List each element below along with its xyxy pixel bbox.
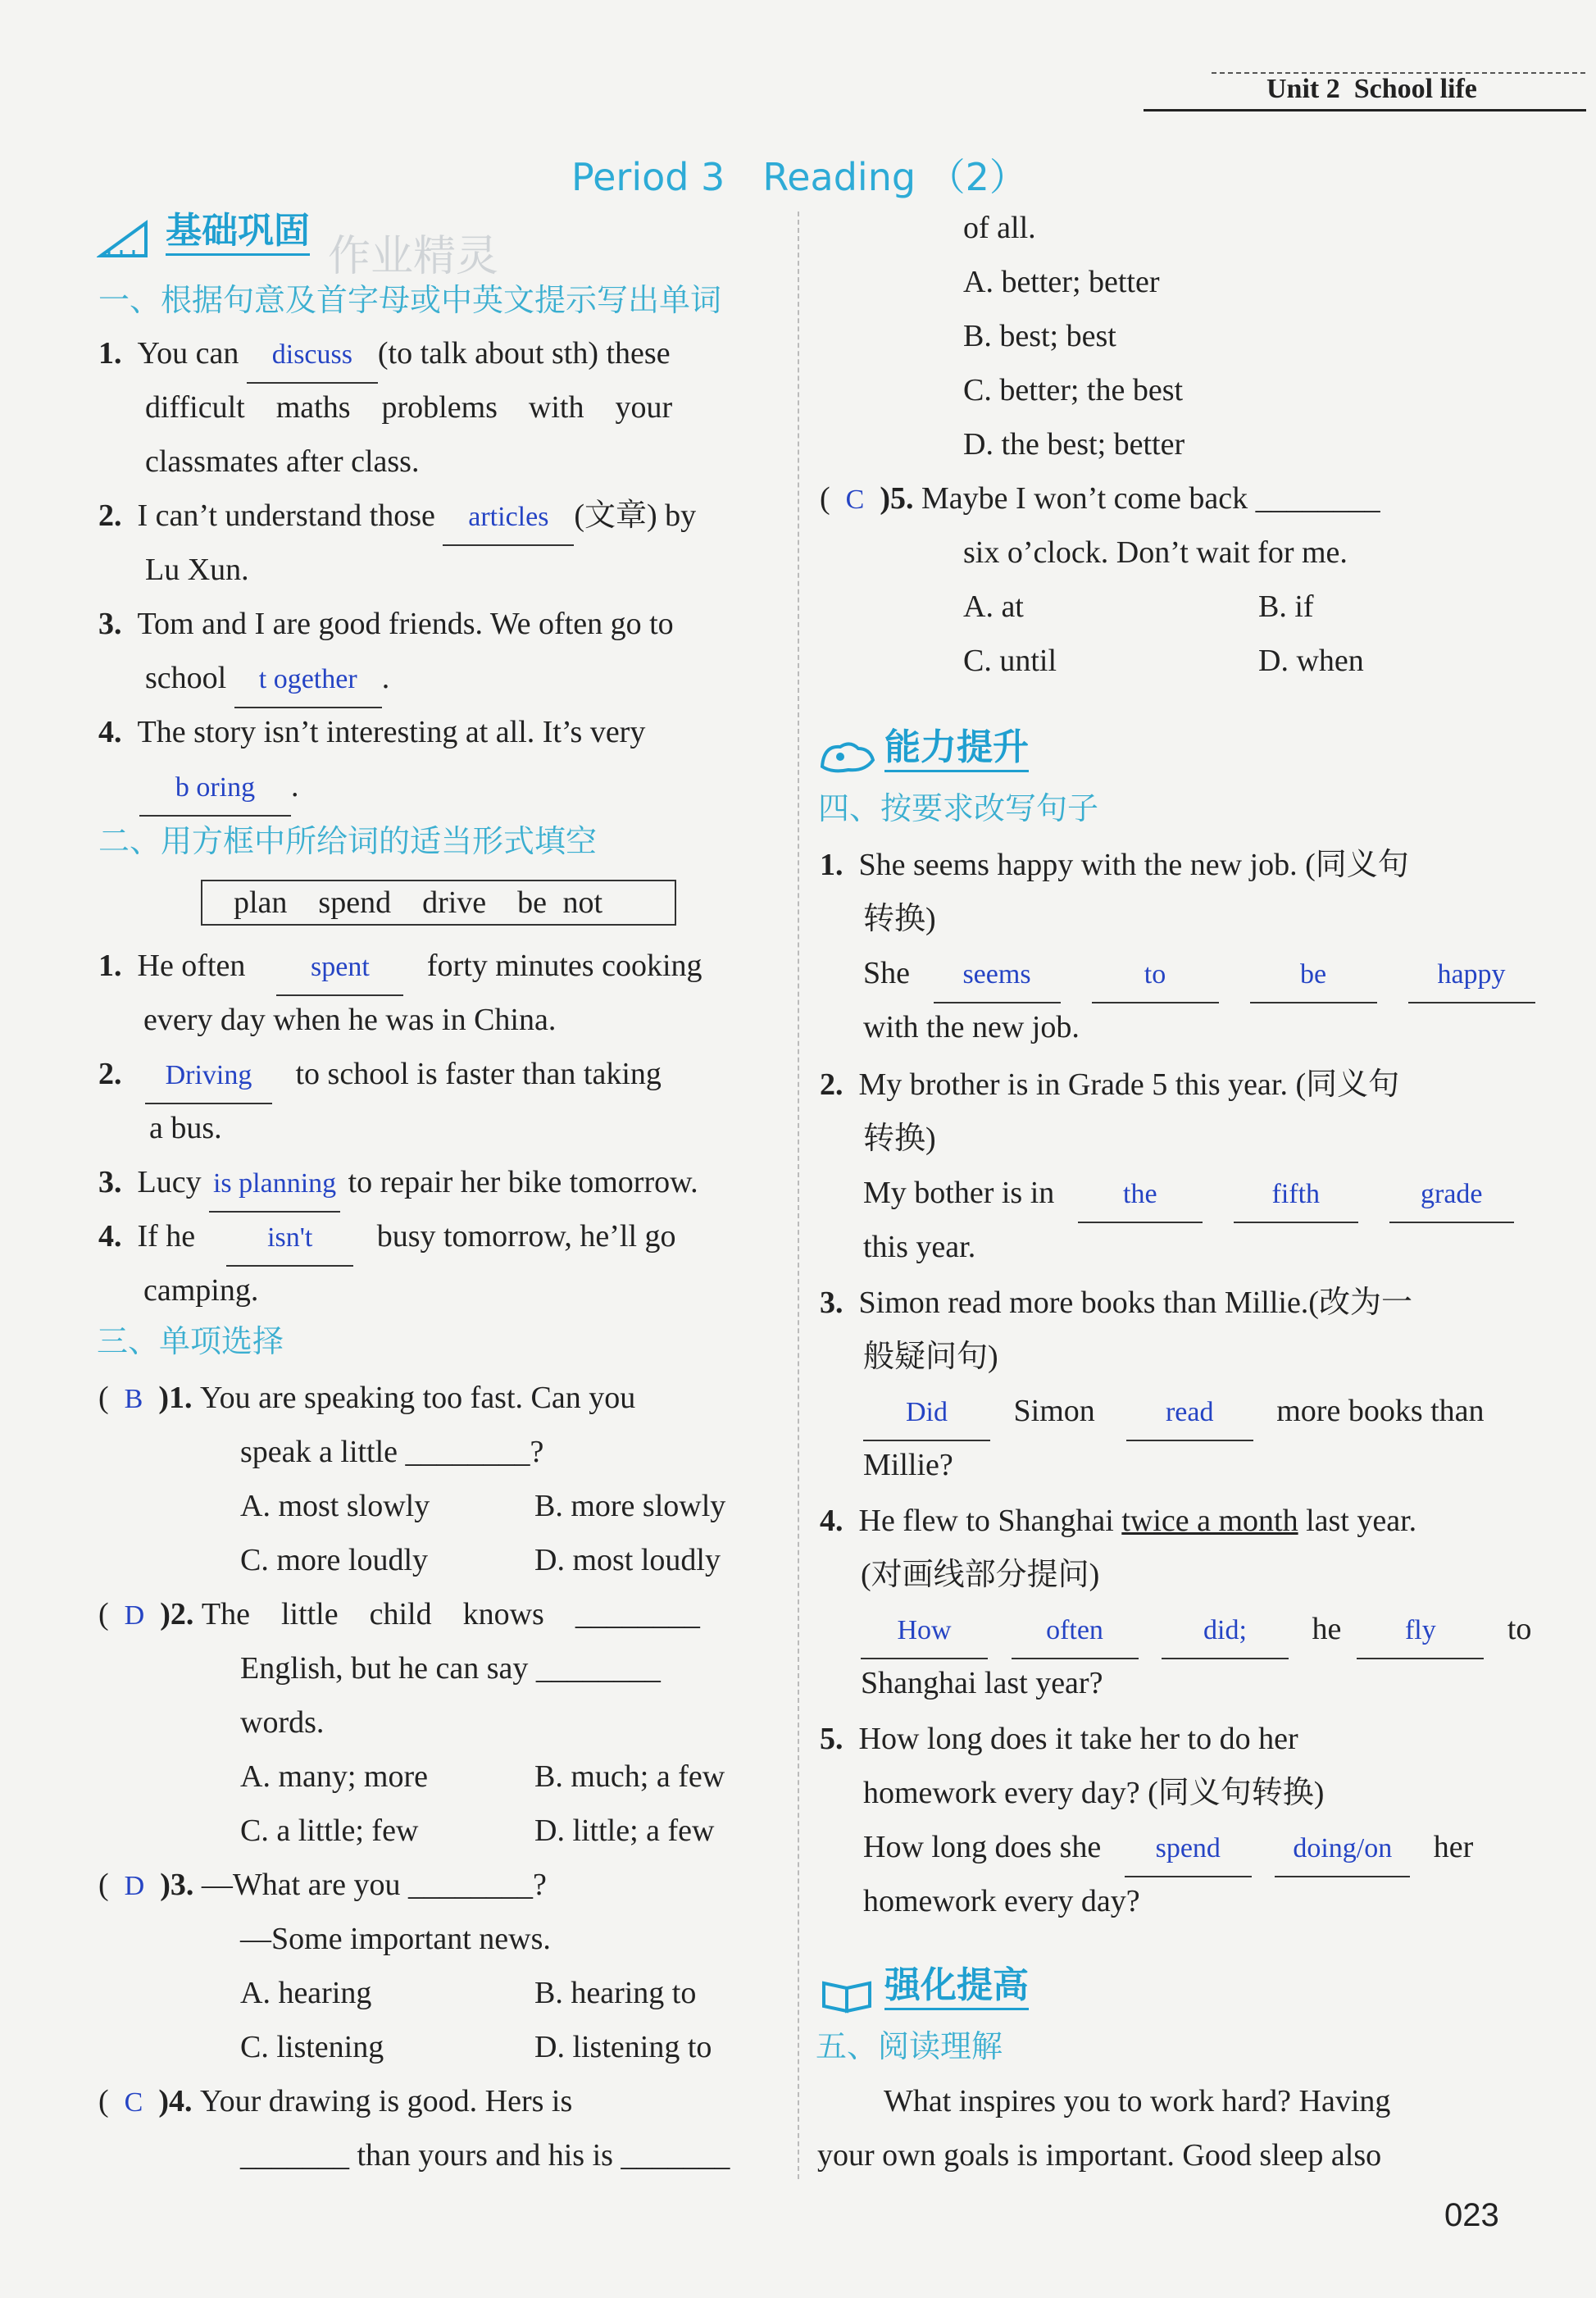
p3-q2-line3: words. xyxy=(240,1705,325,1740)
option: C. a little; few xyxy=(240,1813,419,1848)
p3-q4-line2: _______ than yours and his is _______ xyxy=(240,2138,730,2173)
period-title: Period 3 Reading （2） xyxy=(571,155,1027,199)
answer: often xyxy=(1046,1615,1103,1645)
p1-q3-line2: school t ogether . xyxy=(145,651,389,708)
option: D. listening to xyxy=(534,2030,712,2064)
p3-q3-stem: ( D )3. —What are you ________? xyxy=(98,1868,547,1902)
banner-basic-label: 基础巩固 xyxy=(166,210,310,256)
option: B. much; a few xyxy=(534,1759,725,1794)
option: A. many; more xyxy=(240,1759,429,1794)
option: D. little; a few xyxy=(534,1813,715,1848)
answer: D xyxy=(124,1871,145,1901)
answer: How xyxy=(897,1615,952,1645)
p3-q2-line2: English, but he can say ________ xyxy=(240,1651,661,1686)
option: B. more slowly xyxy=(534,1489,726,1523)
p2-q1-line1: 1. He often spent forty minutes cooking xyxy=(98,939,703,996)
p3-q1-stem: ( B )1. You are speaking too fast. Can you xyxy=(98,1381,636,1415)
answer: spend xyxy=(1155,1833,1221,1863)
p4-q3-answer-line: Did Simon read more books than xyxy=(863,1384,1485,1441)
word-box: plan spend drive be not xyxy=(201,880,676,926)
p2-q2-line1: 2. Driving to school is faster than taking xyxy=(98,1047,662,1104)
answer: read xyxy=(1165,1397,1214,1427)
option: D. when xyxy=(1258,644,1364,678)
answer: to xyxy=(1144,959,1166,990)
p4-q4-answer-line: How often did; he fly to xyxy=(861,1602,1531,1659)
answer: discuss xyxy=(271,339,352,370)
p4-q3-line2: 般疑问句) xyxy=(863,1340,998,1374)
p4-q1-answer-line: She seems to be happy xyxy=(863,946,1535,1003)
p3-q3-line2: —Some important news. xyxy=(240,1922,551,1956)
p2-q2-line2: a bus. xyxy=(149,1111,222,1145)
answer: happy xyxy=(1437,959,1506,990)
option: C. more loudly xyxy=(240,1543,429,1577)
p4-q5-line2: homework every day? (同义句转换) xyxy=(863,1776,1325,1810)
banner-ability xyxy=(816,717,1029,776)
option: B. if xyxy=(1258,589,1314,624)
answer: Driving xyxy=(165,1060,252,1090)
option: C. until xyxy=(963,644,1057,678)
muscle-arm-icon xyxy=(816,735,881,776)
underlined-phrase: twice a month xyxy=(1121,1504,1298,1538)
p4-q2-line4: this year. xyxy=(863,1230,976,1264)
answer: t ogether xyxy=(258,664,357,694)
section-4-title: 四、按要求改写句子 xyxy=(818,790,1099,826)
p4-q5-line4: homework every day? xyxy=(863,1884,1140,1918)
header-unit: Unit 2 xyxy=(1266,74,1340,104)
answer: seems xyxy=(962,959,1031,990)
p1-q4-line1: 4. The story isn’t interesting at all. It’s very xyxy=(98,715,646,749)
banner-basic xyxy=(97,201,310,260)
option: D. the best; better xyxy=(963,427,1185,462)
option: C. better; the best xyxy=(963,373,1184,407)
option: A. most slowly xyxy=(240,1489,430,1523)
answer: fly xyxy=(1404,1615,1436,1645)
p4-q2-answer-line: My bother is in the fifth grade xyxy=(863,1166,1514,1223)
option: B. hearing to xyxy=(534,1976,697,2010)
p4-q3-line4: Millie? xyxy=(863,1448,953,1482)
p2-q3-line1: 3. Lucy is planning to repair her bike tomorrow. xyxy=(98,1155,698,1213)
running-header xyxy=(1266,74,1477,105)
p3-q1-line2: speak a little ________? xyxy=(240,1435,544,1469)
p4-q4-line1: 4. He flew to Shanghai twice a month last year. xyxy=(820,1504,1417,1538)
reading-line1: What inspires you to work hard? Having xyxy=(884,2084,1391,2118)
option: A. hearing xyxy=(240,1976,372,2010)
p4-q5-line1: 5. How long does it take her to do her xyxy=(820,1722,1298,1756)
answer: did; xyxy=(1203,1615,1247,1645)
p4-q4-line2: (对画线部分提问) xyxy=(861,1558,1100,1592)
p2-q4-line2: camping. xyxy=(143,1273,259,1308)
banner-advanced-label: 强化提高 xyxy=(884,1964,1029,2010)
answer: doing/on xyxy=(1293,1833,1393,1863)
p1-q1-line1: 1. You can discuss (to talk about sth) these xyxy=(98,326,671,384)
open-book-icon xyxy=(816,1973,881,2014)
answer: spent xyxy=(311,952,370,982)
p3-q2-stem: ( D )2. The little child knows ________ xyxy=(98,1597,700,1631)
header-topic: School life xyxy=(1353,74,1477,104)
answer: Did xyxy=(906,1397,948,1427)
answer: b oring xyxy=(175,772,256,803)
banner-ability-label: 能力提升 xyxy=(884,726,1029,772)
p4-q1-line1: 1. She seems happy with the new job. (同义句 xyxy=(820,848,1409,882)
answer: B xyxy=(124,1384,143,1414)
option: C. listening xyxy=(240,2030,384,2064)
header-rule xyxy=(1144,109,1586,111)
section-2-title: 二、用方框中所给词的适当形式填空 xyxy=(98,823,598,859)
p1-q2-line1: 2. I can’t understand those articles (文章) by xyxy=(98,489,696,546)
p2-q1-line2: every day when he was in China. xyxy=(143,1003,557,1037)
option: A. better; better xyxy=(963,265,1160,299)
p1-q2-line2: Lu Xun. xyxy=(145,553,249,587)
p1-q1-line2: difficult maths problems with your xyxy=(145,390,673,425)
option: D. most loudly xyxy=(534,1543,721,1577)
answer: the xyxy=(1123,1179,1157,1209)
ruler-triangle-icon xyxy=(97,219,162,260)
page-number: 023 xyxy=(1444,2197,1499,2233)
answer: isn't xyxy=(267,1222,313,1253)
section-5-title: 五、阅读理解 xyxy=(816,2028,1003,2064)
p3-q4-stem: ( C )4. Your drawing is good. Hers is xyxy=(98,2084,573,2118)
p4-q3-line1: 3. Simon read more books than Millie.(改为一 xyxy=(820,1286,1412,1320)
p2-q4-line1: 4. If he isn't busy tomorrow, he’ll go xyxy=(98,1209,676,1267)
section-1-title: 一、根据句意及首字母或中英文提示写出单词 xyxy=(98,282,722,318)
p4-q4-line4: Shanghai last year? xyxy=(861,1666,1103,1700)
p1-q1-line3: classmates after class. xyxy=(145,444,420,479)
p1-q3-line1: 3. Tom and I are good friends. We often go to xyxy=(98,607,674,641)
p4-q2-line2: 转换) xyxy=(863,1122,936,1156)
column-divider xyxy=(798,212,799,2179)
reading-line2: your own goals is important. Good sleep also xyxy=(817,2138,1382,2173)
answer: is planning xyxy=(212,1168,337,1199)
answer: articles xyxy=(468,502,549,532)
banner-advanced xyxy=(816,1955,1029,2014)
watermark: 作业精灵 xyxy=(328,232,499,281)
p3-q4-line3: of all. xyxy=(963,211,1036,245)
option: A. at xyxy=(963,589,1024,624)
p4-q1-line2: 转换) xyxy=(863,902,936,936)
answer: C xyxy=(845,485,865,515)
p4-q5-answer-line: How long does she spend doing/on her xyxy=(863,1820,1473,1877)
p4-q1-line4: with the new job. xyxy=(863,1010,1080,1044)
p1-q4-line2: b oring . xyxy=(139,759,299,817)
option: B. best; best xyxy=(963,319,1116,353)
answer: C xyxy=(124,2087,143,2118)
p4-q2-line1: 2. My brother is in Grade 5 this year. (同义句 xyxy=(820,1067,1400,1102)
p3-q5-line2: six o’clock. Don’t wait for me. xyxy=(963,535,1348,570)
answer: D xyxy=(124,1600,145,1631)
p3-q5-stem: ( C )5. Maybe I won’t come back ________ xyxy=(820,481,1380,516)
section-3-title: 三、单项选择 xyxy=(97,1323,284,1359)
answer: grade xyxy=(1421,1179,1483,1209)
answer: be xyxy=(1299,959,1327,990)
answer: fifth xyxy=(1271,1179,1321,1209)
